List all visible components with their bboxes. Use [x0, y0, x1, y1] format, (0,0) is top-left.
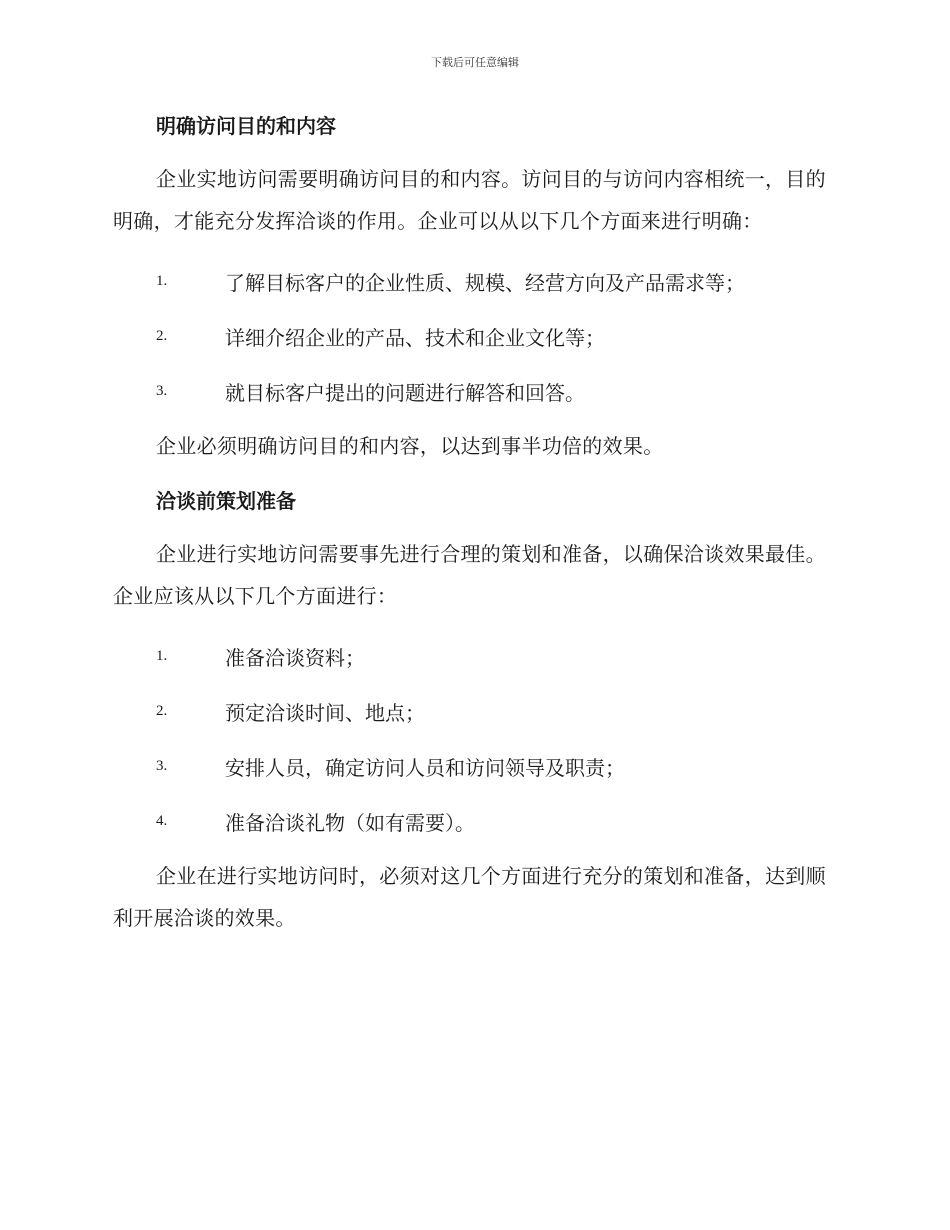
list-item [113, 254, 835, 309]
list-number: 1. [156, 273, 168, 289]
list-item-text: 详细介绍企业的产品、技术和企业文化等； [225, 326, 605, 350]
document-body [113, 104, 835, 951]
list-number: 3. [156, 383, 168, 399]
paragraph-preparation-conclusion: 企业在进行实地访问时，必须对这几个方面进行充分的策划和准备，达到顺利开展洽谈的效果。 [113, 864, 826, 930]
list-item-text: 了解目标客户的企业性质、规模、经营方向及产品需求等； [225, 271, 745, 295]
list-item [113, 364, 835, 419]
list-item-text: 准备洽谈资料； [225, 646, 365, 670]
list-purpose [113, 254, 835, 419]
paragraph-purpose-intro: 企业实地访问需要明确访问目的和内容。访问目的与访问内容相统一，目的明确，才能充分发挥洽谈的作用。企业可以从以下几个方面来进行明确： [113, 167, 826, 233]
page-header: 下载后可任意编辑 [431, 56, 519, 69]
list-number: 1. [156, 648, 168, 664]
list-item [113, 309, 835, 364]
list-number: 3. [156, 758, 168, 774]
list-number: 2. [156, 328, 168, 344]
list-item-text: 安排人员，确定访问人员和访问领导及职责； [225, 756, 625, 780]
list-number: 4. [156, 813, 168, 829]
list-item [113, 629, 835, 684]
section-heading-preparation: 洽谈前策划准备 [156, 489, 296, 513]
list-item-text: 准备洽谈礼物（如有需要）。 [225, 811, 475, 835]
list-item [113, 794, 835, 849]
list-preparation [113, 629, 835, 849]
list-item-text: 就目标客户提出的问题进行解答和回答。 [225, 381, 585, 405]
list-item-text: 预定洽谈时间、地点； [225, 701, 425, 725]
list-number: 2. [156, 703, 168, 719]
list-item [113, 684, 835, 739]
section-heading-purpose: 明确访问目的和内容 [156, 114, 336, 138]
paragraph-purpose-conclusion: 企业必须明确访问目的和内容，以达到事半功倍的效果。 [156, 434, 664, 458]
paragraph-preparation-intro: 企业进行实地访问需要事先进行合理的策划和准备，以确保洽谈效果最佳。企业应该从以下几个方面进行： [113, 542, 826, 608]
list-item [113, 739, 835, 794]
